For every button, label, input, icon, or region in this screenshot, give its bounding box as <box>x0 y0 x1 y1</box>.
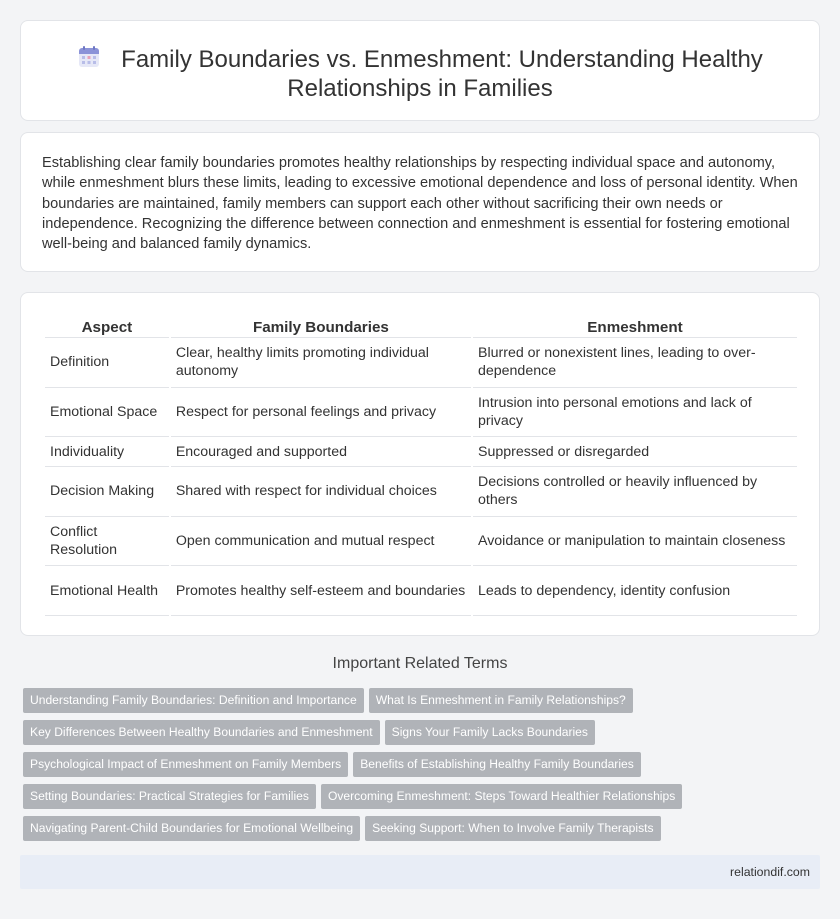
boundaries-cell: Open communication and mutual respect <box>171 517 471 567</box>
boundaries-cell: Promotes healthy self-esteem and boundaries <box>171 566 471 616</box>
boundaries-cell: Encouraged and supported <box>171 437 471 467</box>
related-term-link[interactable]: Setting Boundaries: Practical Strategies for Families <box>23 784 316 809</box>
title-card <box>20 20 820 121</box>
enmeshment-cell: Intrusion into personal emotions and lack of privacy <box>473 388 797 438</box>
aspect-cell: Emotional Space <box>45 388 169 438</box>
boundaries-cell: Clear, healthy limits promoting individual autonomy <box>171 338 471 388</box>
related-term-link[interactable]: Overcoming Enmeshment: Steps Toward Healthier Relationships <box>321 784 682 809</box>
aspect-cell: Decision Making <box>45 467 169 517</box>
related-term-link[interactable]: Psychological Impact of Enmeshment on Family Members <box>23 752 348 777</box>
table-row <box>45 467 797 517</box>
intro-card <box>20 132 820 272</box>
intro-paragraph: Establishing clear family boundaries promotes healthy relationships by respecting individual space and autonomy, while enmeshment blurs these limits, leading to excessive emotional dependence and loss of personal identity. When boundaries are maintained, family members can support each other without sacrificing their own needs or independence. Recognizing the difference between connection and enmeshment is essential for fostering emotional well-being and balanced family dynamics. <box>42 155 798 253</box>
enmeshment-cell: Decisions controlled or heavily influenced by others <box>473 467 797 517</box>
table-row <box>45 437 797 467</box>
page-title-line-1: Family Boundaries vs. Enmeshment: Understanding Healthy <box>121 46 763 73</box>
table-row <box>45 338 797 388</box>
related-term-link[interactable]: Signs Your Family Lacks Boundaries <box>385 720 595 745</box>
related-terms-list <box>23 688 823 848</box>
related-term-link[interactable]: Navigating Parent-Child Boundaries for Emotional Wellbeing <box>23 816 360 841</box>
calendar-icon <box>77 45 101 69</box>
table-row <box>45 388 797 438</box>
related-term-link[interactable]: Benefits of Establishing Healthy Family Boundaries <box>353 752 641 777</box>
page-title <box>21 45 819 103</box>
boundaries-cell: Respect for personal feelings and privacy <box>171 388 471 438</box>
enmeshment-cell: Leads to dependency, identity confusion <box>473 566 797 616</box>
enmeshment-cell: Blurred or nonexistent lines, leading to over-dependence <box>473 338 797 388</box>
related-term-link[interactable]: Seeking Support: When to Involve Family Therapists <box>365 816 660 841</box>
enmeshment-cell: Avoidance or manipulation to maintain closeness <box>473 517 797 567</box>
table-header-row <box>45 316 797 338</box>
related-term-link[interactable]: Key Differences Between Healthy Boundaries and Enmeshment <box>23 720 380 745</box>
footer <box>20 855 820 889</box>
aspect-cell: Emotional Health <box>45 566 169 616</box>
aspect-cell: Individuality <box>45 437 169 467</box>
comparison-table-card <box>20 292 820 636</box>
related-terms-heading: Important Related Terms <box>332 655 508 672</box>
aspect-cell: Conflict Resolution <box>45 517 169 567</box>
boundaries-cell: Shared with respect for individual choices <box>171 467 471 517</box>
aspect-cell: Definition <box>45 338 169 388</box>
page-title-line-2: Relationships in Families <box>287 75 553 102</box>
related-term-link[interactable]: Understanding Family Boundaries: Definition and Importance <box>23 688 364 713</box>
comparison-table <box>43 316 799 616</box>
footer-site-name: relationdif.com <box>730 865 810 879</box>
header-family-boundaries: Family Boundaries <box>171 316 471 338</box>
header-enmeshment: Enmeshment <box>473 316 797 338</box>
table-row <box>45 566 797 616</box>
header-aspect: Aspect <box>45 316 169 338</box>
related-term-link[interactable]: What Is Enmeshment in Family Relationships? <box>369 688 633 713</box>
enmeshment-cell: Suppressed or disregarded <box>473 437 797 467</box>
table-row <box>45 517 797 567</box>
